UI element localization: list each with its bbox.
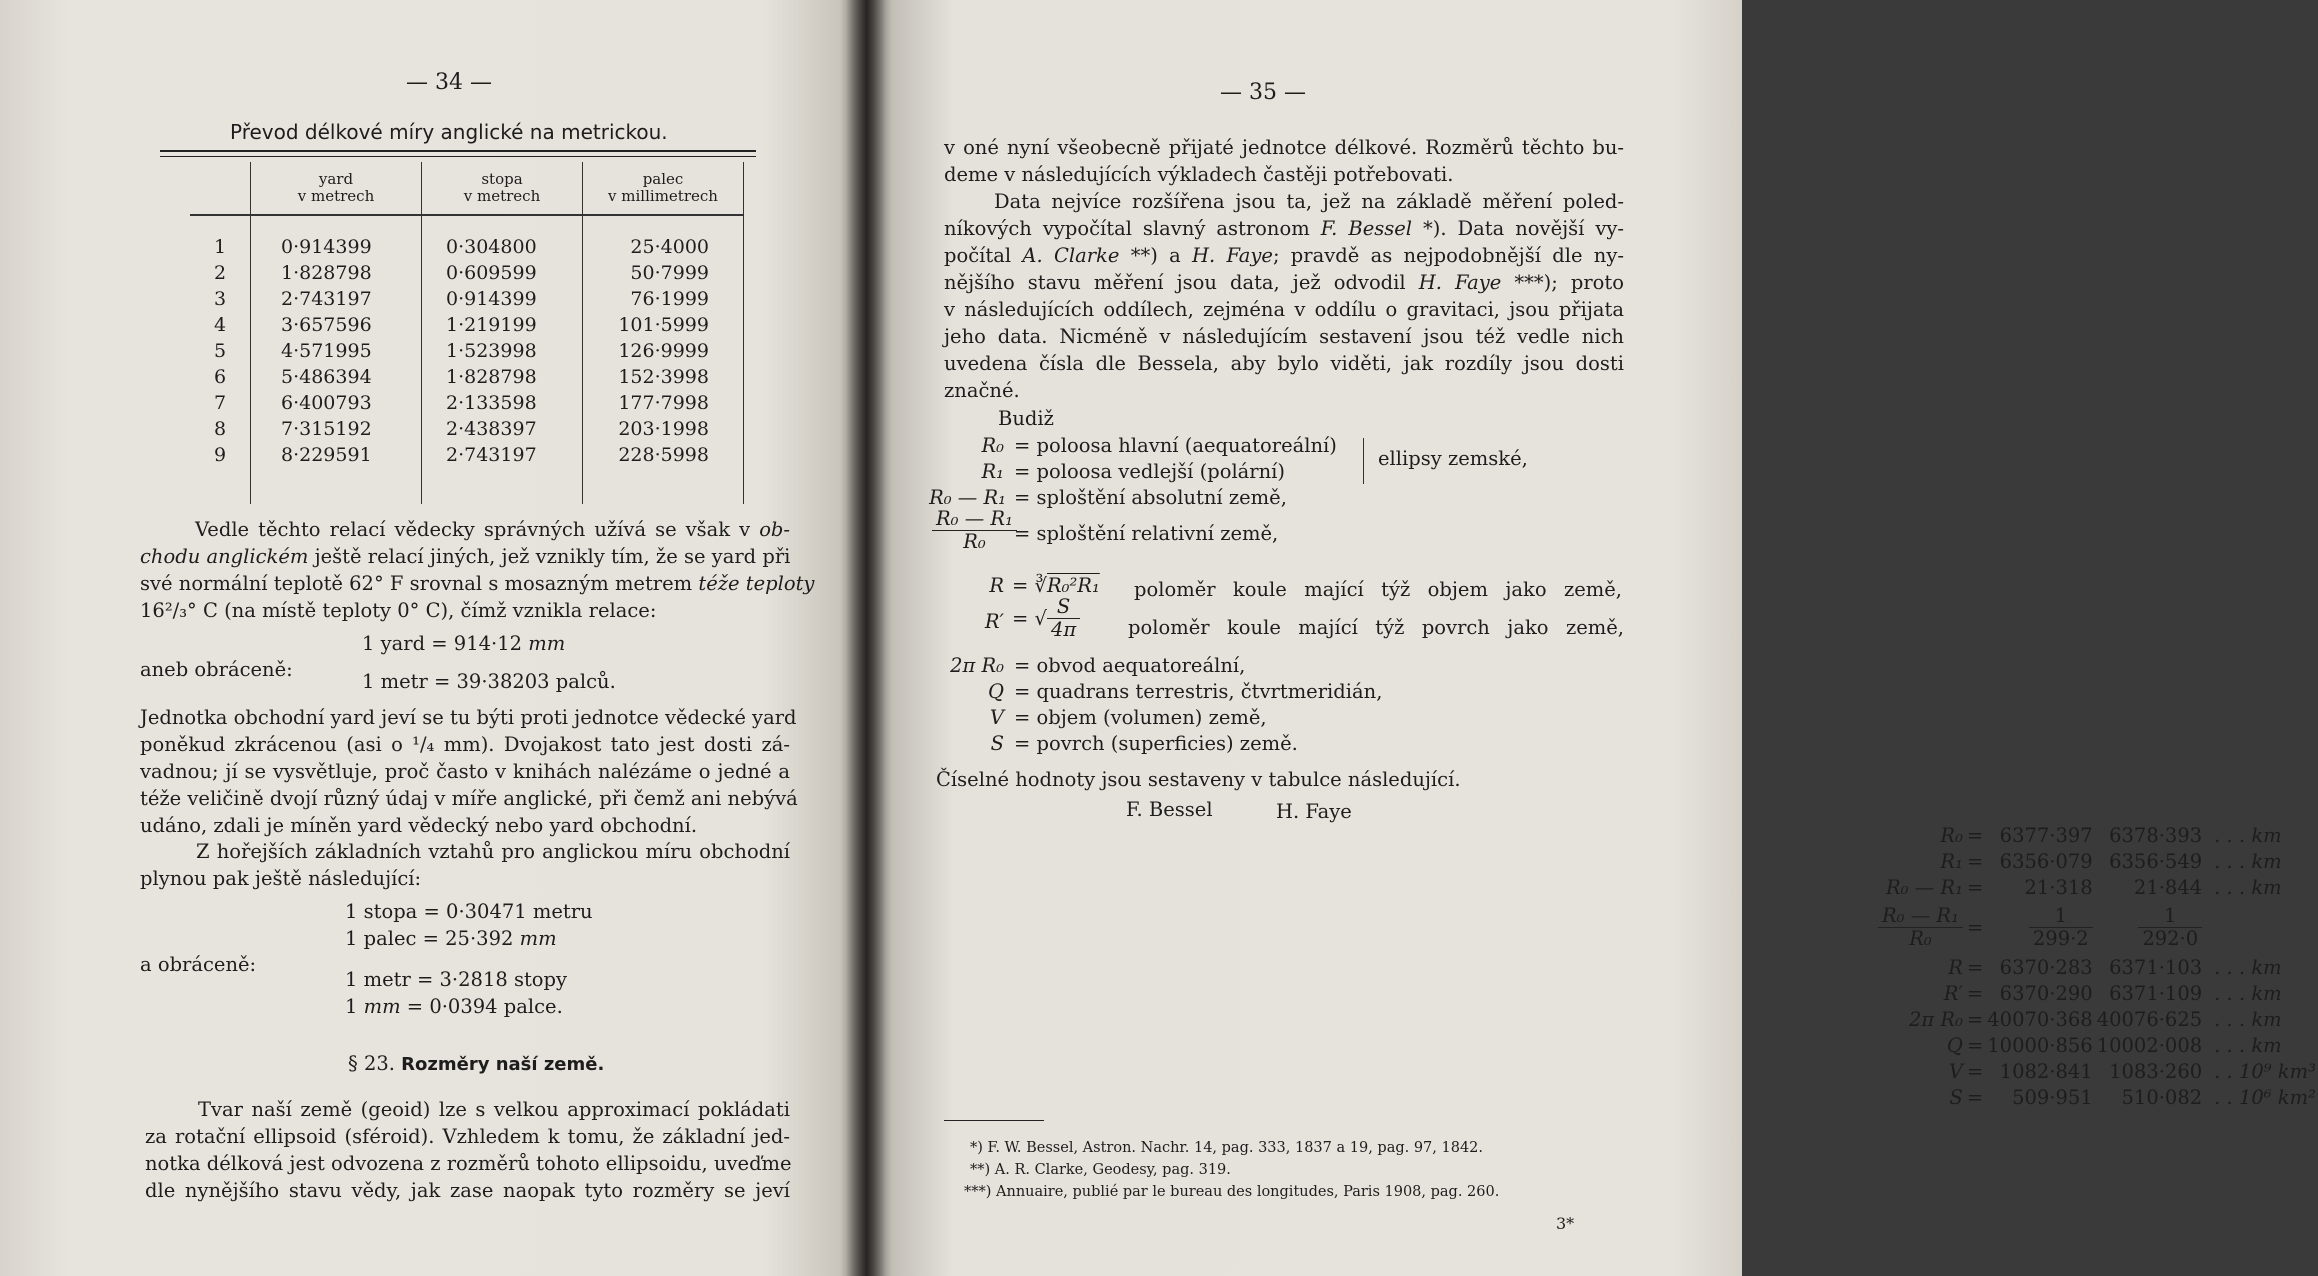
def-S: = povrch (superficies) země. [1014, 732, 1298, 755]
paragraph-data: Data nejvíce rozšířena jsou ta, jež na základě měření poled- [994, 190, 1624, 213]
table-row: 2 1·828798 0·609599 50·7999 [190, 260, 744, 286]
relation-metr: 1 metr = 39·38203 palců. [362, 670, 616, 693]
def-Q: = quadrans terrestris, čtvrtmeridián, [1014, 680, 1383, 703]
symbol-relative-flattening: $\frac{\text{R₀ — R₁}}{\text{R₀}}$ [932, 508, 1017, 553]
table-row: R₁ = 6356·079 6356·549 . . . km [1940, 849, 2282, 873]
table-row: 8 7·315192 2·438397 203·1998 [190, 416, 744, 442]
relation-yard: 1 yard = 914·12 mm [362, 632, 566, 655]
values-table [1876, 822, 2318, 1110]
paragraph-derived: Z hořejších základních vztahů pro anglickou míru obchodní [196, 840, 790, 863]
table-row: R = 6370·283 6371·103 . . . km [1948, 955, 2282, 979]
table-row: R′ = 6370·290 6371·109 . . . km [1943, 981, 2282, 1005]
table-row: 1 0·914399 0·304800 25·4000 [190, 234, 744, 260]
def-R-formula: = ∛R₀²R₁ [1012, 574, 1100, 597]
signature-mark: 3* [1556, 1214, 1575, 1233]
symbol-r0: R₀ [981, 434, 1004, 457]
header-bessel: F. Bessel [1126, 798, 1213, 821]
symbol-r1: R₁ [981, 460, 1004, 483]
paragraph-commercial-yard: Vedle těchto relací vědecky správných užívá se však v ob- [195, 518, 790, 541]
relation-mm-palce: 1 mm = 0·0394 palce. [345, 995, 563, 1018]
table-row: 3 2·743197 0·914399 76·1999 [190, 286, 744, 312]
relation-metr-stopy: 1 metr = 3·2818 stopy [345, 968, 568, 991]
table-header-palec: palec v millimetrech [583, 162, 744, 215]
left-page: — 34 — Převod délkové míry anglické na metrickou. yard v metrech stopa v metrech palec v millimetrech 1 0·914399 0·304800 25·4000 2 1·828798 0·609599 50·7999 3 2·743197 0·914399 76·1999 4 3·657596 1·219199 101·5999 5 4·571995 1·523998 126·9999 6 5·486394 1·828798 152·3998 7 6·400793 2·133598 177·7998 8 7·315192 2·438397 203·1998 9 8·229591 2·743197 228·5998 Vedle těchto relací vědecky správných užívá se však v ob- chodu anglickém ještě relací jiných, jež vznikly tím, že se yard při své normální teplotě 62° F srovnal s mosazným metrem téže teploty 16²/₃° C (na místě teploty 0° C), čímž vznikla relace: 1 yard = 914·12 mm aneb obráceně: 1 metr = 39·38203 palců. Jednotka obchodní yard jeví se tu býti proti jednotce vědecké yard poněkud zkrácenou (asi o ¹/₄ mm). Dvojakost tato jest dosti zá- vadnou; jí se vysvětluje, proč často v knihách nalézáme o jedné a téže veličině dvojí různý údaj v míře anglické, při čemž ani nebývá udáno, zdali je míněn yard vědecký nebo yard obchodní. Z hořejších základních vztahů pro anglickou míru obchodní plynou pak ještě následující: 1 stopa = 0·30471 metru 1 palec = 25·392 mm a obráceně: 1 metr = 3·2818 stopy 1 mm = 0·0394 palce. § 23. Rozměry naší země. Tvar naší země (geoid) lze s velkou approximací pokládati za rotační ellipsoid (sféroid). Vzhledem k tomu, že základní jed- notka délková jest odvozena z rozměrů tohoto ellipsoidu, uveďme dle nynějšího stavu vědy, jak zase naopak tyto rozměry se jeví [0, 0, 866, 1276]
table-row: V = 1082·841 1083·260 . . 10⁹ km³ [1948, 1059, 2316, 1083]
relation-stopa: 1 stopa = 0·30471 metru [345, 900, 593, 923]
symbol-diff: R₀ — R₁ [929, 486, 1006, 509]
table-header-yard: yard v metrech [251, 162, 422, 215]
symbol-R-prime: R′ [984, 610, 1004, 633]
footnote-rule [944, 1120, 1044, 1121]
table-row: 7 6·400793 2·133598 177·7998 [190, 390, 744, 416]
symbol-Q: Q [988, 680, 1004, 703]
page-number-34: — 34 — [406, 70, 492, 95]
def-circumference: = obvod aequatoreální, [1014, 654, 1246, 677]
title-rule [160, 150, 756, 152]
brace [1363, 438, 1364, 484]
table-row: $\frac{\text{R₀ — R₁}}{\text{R₀}}$ = $\frac{1}{299\cdot 2}$ $\frac{1}{292\cdot 0}$ [1876, 900, 2318, 954]
page-number-35: — 35 — [1220, 80, 1306, 105]
table-intro: Číselné hodnoty jsou sestaveny v tabulce následující. [936, 768, 1461, 791]
symbol-S: S [990, 732, 1004, 755]
symbol-R: R [989, 574, 1004, 597]
footnote-clarke: **) A. R. Clarke, Geodesy, pag. 319. [970, 1162, 1231, 1178]
page-title: Převod délkové míry anglické na metrickou. [230, 120, 668, 144]
symbol-V: V [989, 706, 1004, 729]
label-obracene: a obráceně: [140, 953, 257, 976]
table-row: 6 5·486394 1·828798 152·3998 [190, 364, 744, 390]
table-row: 5 4·571995 1·523998 126·9999 [190, 338, 744, 364]
table-row: 2π R₀ = 40070·368 40076·625 . . . km [1908, 1007, 2282, 1031]
def-R-prime: poloměr koule mající týž povrch jako země, [1128, 616, 1624, 639]
paragraph-units: v oné nyní všeobecně přijaté jednotce délkové. Rozměrů těchto bu- [944, 136, 1624, 159]
table-row: R₀ — R₁ = 21·318 21·844 . . . km [1886, 875, 2282, 899]
footnote-bessel: *) F. W. Bessel, Astron. Nachr. 14, pag. 333, 1837 a 19, pag. 97, 1842. [970, 1140, 1484, 1156]
def-V: = objem (volumen) země, [1014, 706, 1267, 729]
conversion-table [190, 162, 744, 504]
label-aneb: aneb obráceně: [140, 658, 293, 681]
table-row: R₀ = 6377·397 6378·393 . . . km [1940, 823, 2282, 847]
book-gutter [846, 0, 886, 1276]
title-rule-thin [160, 156, 756, 157]
table-row: 9 8·229591 2·743197 228·5998 [190, 442, 744, 468]
paragraph-duality: Jednotka obchodní yard jeví se tu býti proti jednotce vědecké yard [140, 706, 797, 729]
footnote-faye: ***) Annuaire, publié par le bureau des longitudes, Paris 1908, pag. 260. [964, 1184, 1500, 1200]
relation-palec: 1 palec = 25·392 mm [345, 927, 557, 950]
table-header-index [190, 162, 251, 215]
right-page: — 35 — v oné nyní všeobecně přijaté jednotce délkové. Rozměrů těchto bu- deme v následujících výkladech častěji potřebovati. Data nejvíce rozšířena jsou ta, jež na základě měření poled- níkových vypočítal slavný astronom F. Bessel *). Data novější vy- počítal A. Clarke **) a H. Faye; pravdě as nejpodobnější dle ny- nějšího stavu měření jsou data, jež odvodil H. Faye ***); proto v následujících oddílech, zejména v oddílu o gravitaci, jsou přijata jeho data. Nicméně v následujícím sestavení jsou též vedle nich uvedena čísla dle Bessela, aby bylo viděti, jak rozdíly jsou dosti značné. Budiž R₀ = poloosa hlavní (aequatoreální) R₁ = poloosa vedlejší (polární) ellipsy zemské, R₀ — R₁ = sploštění absolutní země, $\frac{\text{R₀ — R₁}}{\text{R₀}}$ = sploštění relativní země, R = ∛R₀²R₁ poloměr koule mající týž objem jako země, R′ = √ $\frac{S}{4\pi}$ poloměr koule mající týž povrch jako země, 2π R₀ = obvod aequatoreální, Q = quadrans terrestris, čtvrtmeridián, V = objem (volumen) země, S = povrch (superficies) země. Číselné hodnoty jsou sestaveny v tabulce následující. F. Bessel H. Faye R₀ = 6377·397 6378·393 . . . km R₁ = 6356·079 6356·549 . . . km R₀ — R₁ = 21·318 21·844 . . . km $\frac{\text{R₀ — R₁}}{\text{R₀}}$ = $\frac{1}{299\cdot 2}$ $\frac{1}{292\cdot 0}$ R = 6370·283 6371·103 . . . km R′ = 6370·290 6371·109 . . . km 2π R₀ = 40070·368 40076·625 . . . km Q = 10000·856 10002·008 . . . km V = 1082·841 1083·260 . . 10⁹ km³ S = 509·951 510·082 . . 10⁶ km² *) F. W. Bessel, Astron. Nachr. 14, pag. 333, 1837 a 19, pag. 97, 1842. **) A. R. Clarke, Geodesy, pag. 319. ***) Annuaire, publié par le bureau des longitudes, Paris 1908, pag. 260. 3* [866, 0, 1742, 1276]
table-row: S = 509·951 510·082 . . 10⁶ km² [1949, 1085, 2316, 1109]
def-diff: = sploštění absolutní země, [1014, 486, 1287, 509]
table-row: 4 3·657596 1·219199 101·5999 [190, 312, 744, 338]
def-relative-flattening: = sploštění relativní země, [1014, 522, 1279, 545]
label-budiz: Budiž [998, 407, 1054, 430]
table-header-stopa: stopa v metrech [422, 162, 583, 215]
def-R-prime-formula: = √ $\frac{S}{4\pi}$ [1012, 596, 1080, 641]
table-row: Q = 10000·856 10002·008 . . . km [1946, 1033, 2282, 1057]
symbol-circumference: 2π R₀ [950, 654, 1004, 677]
def-r1: = poloosa vedlejší (polární) [1014, 460, 1286, 483]
brace-label: ellipsy zemské, [1378, 447, 1528, 470]
header-faye: H. Faye [1276, 800, 1352, 823]
section-heading: § 23. Rozměry naší země. [348, 1052, 605, 1075]
def-r0: = poloosa hlavní (aequatoreální) [1014, 434, 1337, 457]
def-R: poloměr koule mající týž objem jako země, [1134, 578, 1622, 601]
paragraph-geoid: Tvar naší země (geoid) lze s velkou approximací pokládati [198, 1098, 790, 1121]
